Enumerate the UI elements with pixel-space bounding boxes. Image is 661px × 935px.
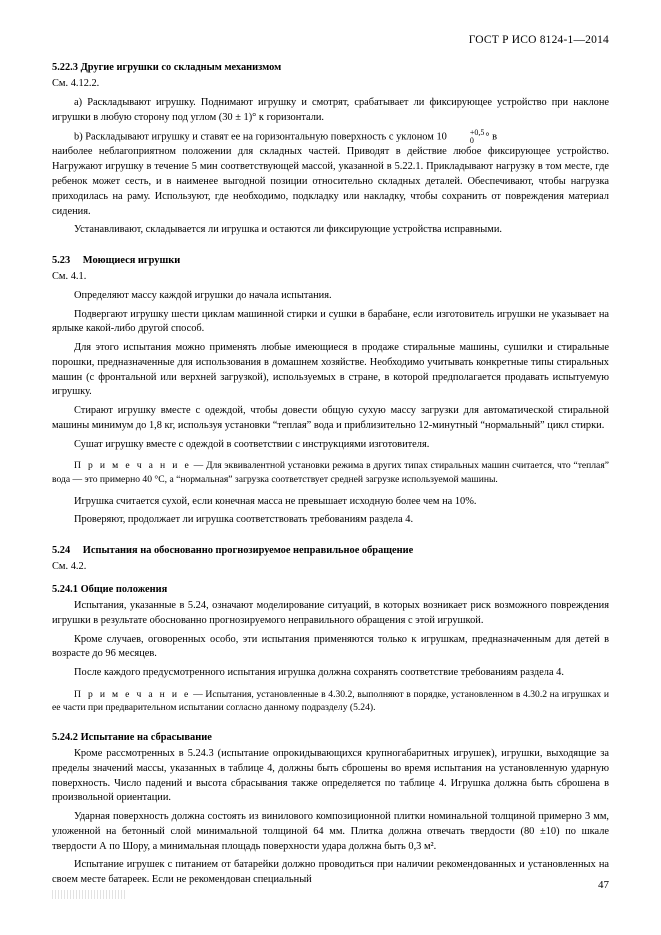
section-heading-5-23: [52, 255, 609, 266]
reference-5-22-3: См. 4.12.2.: [52, 78, 100, 89]
paragraph-5-24-2-2: Ударная поверхность должна состоять из винилового композиционной плитки номинальной толщиной примерно 3 мм, уложенной на бетонный слой минимальной толщиной 64 мм. Плитка должна отвечать твердости (80 ±10) по шкале твердости А по Шору, а минимальная площадь поверхности удара должна быть 0,3 м².: [52, 811, 609, 852]
section-title: Общие положения: [80, 584, 168, 595]
paragraph-5-22-3-a: а) Раскладывают игрушку. Поднимают игрушку и смотрят, срабатывает ли фиксирующее устройство при наклоне игрушки в любую сторону под углом (30 ± 1)° к горизонтали.: [52, 96, 609, 123]
section-title: Моющиеся игрушки: [82, 255, 181, 267]
note-label: П р и м е ч а н и е: [74, 460, 191, 472]
note-text: — Для эквивалентной установки режима в других типах стиральных машин считается, что “теплая” вода — это примерно 40 °C, а “нормальная” загрузка соответствует средней загрузке используемой машины.: [52, 460, 609, 486]
section-number: 5.24.1: [52, 584, 78, 595]
paragraph-5-23-5: Сушат игрушку вместе с одеждой в соответствии с инструкциями изготовителя.: [74, 438, 430, 450]
paragraph-5-23-6: Игрушка считается сухой, если конечная масса не превышает исходную более чем на 10%.: [74, 495, 477, 507]
section-title: Другие игрушки со складным механизмом: [80, 62, 282, 73]
paragraph-5-24-1-1: Испытания, указанные в 5.24, означают моделирование ситуаций, в которых возникает риск возможного повреждения игрушки в результате обоснованно прогнозируемого неправильного обращения с этой игрушкой.: [52, 600, 609, 626]
paragraph-5-22-3-b: [52, 129, 609, 145]
paragraph-5-23-3: Для этого испытания можно применять любые имеющиеся в продаже стиральные машины, сушилки и стиральные порошки, предназначенные для использования в домашнем хозяйстве. Необходимо учитывать конкретные типы стиральных машин (с фронтальной или верхней загрузкой), используемых в стране, в которой предполагается продавать испытуемую игрушку.: [52, 342, 609, 398]
paragraph-5-23-7: Проверяют, продолжает ли игрушка соответствовать требованиям раздела 4.: [74, 514, 414, 526]
barcode-mark: [52, 890, 126, 899]
page-header: ГОСТ Р ИСО 8124-1—2014: [468, 34, 609, 46]
section-heading-5-24-2: [52, 732, 609, 743]
section-title: Испытание на сбрасывание: [80, 732, 212, 744]
note-label: П р и м е ч а н и е: [74, 688, 191, 700]
page-number: 47: [598, 879, 609, 891]
slope-tolerance-lower: 0: [469, 136, 474, 146]
section-heading-5-22-3: [52, 62, 609, 73]
paragraph-5-22-3-final: Устанавливают, складывается ли игрушка и остаются ли фиксирующие устройства исправными.: [74, 224, 502, 236]
reference-5-24: См. 4.2.: [52, 561, 87, 573]
paragraph-5-23-2: Подвергают игрушку шести циклам машинной стирки и сушки в барабане, если изготовитель игрушки не указывает на ярлыке какой-либо другой способ.: [52, 308, 609, 335]
section-number: 5.24.2: [52, 732, 78, 744]
paragraph-5-24-1-3: После каждого предусмотренного испытания игрушка должна сохранять соответствие требованиям раздела 4.: [74, 667, 564, 679]
paragraph-5-22-3-b-pre: b) Раскладывают игрушку и ставят ее на горизонтальную поверхность с уклоном: [74, 131, 434, 143]
paragraph-5-22-3-b-post: в: [492, 131, 498, 143]
slope-unit: °: [485, 131, 490, 143]
slope-tolerance: [448, 129, 485, 145]
section-number: 5.24: [52, 545, 71, 557]
slope-tolerance-upper: +0,5: [469, 128, 485, 138]
note-5-24-1: [52, 688, 609, 715]
section-number: 5.22.3: [52, 62, 78, 73]
paragraph-5-24-2-1: Кроме рассмотренных в 5.24.3 (испытание опрокидывающихся крупногабаритных игрушек), игрушки, выходящие за пределы значений массы, указанных в таблице 4, должны быть сброшены во время испытания на установленную ударную поверхность. Число падений и высота сбрасывания также определяется по таблице 4. Игрушка должна быть сброшена в произвольной ориентации.: [52, 748, 609, 804]
paragraph-5-24-1-2: Кроме случаев, оговоренных особо, эти испытания применяются только к игрушкам, предназначенным для детей в возрасте до 96 месяцев.: [52, 633, 609, 660]
section-heading-5-24-1: [52, 584, 609, 595]
paragraph-5-22-3-b-continued: наиболее неблагоприятном положении для складных частей. Приводят в действие любое фиксирующее устройство. Нагружают игрушку в течение 5 мин соответствующей массой, указанной в 5.22.1. Прикладывают нагрузку в том месте, где ребенок может сесть, и в наименее выгодной позиции относительно складных деталей. Обеспечивают, чтобы нагрузка приходилась на раму. Используют, где необходимо, подкладку или накладку, чтобы сохранить от повреждения материал сидения.: [52, 146, 609, 217]
section-number: 5.23: [52, 255, 71, 267]
note-5-23: [52, 459, 609, 486]
paragraph-5-24-2-3: Испытание игрушек с питанием от батарейки должно проводиться при наличии рекомендованных и установленных на своем месте батареек. Если не рекомендован специальный: [52, 859, 609, 886]
section-title: Испытания на обоснованно прогнозируемое неправильное обращение: [82, 545, 414, 557]
paragraph-5-23-1: Определяют массу каждой игрушки до начала испытания.: [74, 289, 332, 301]
slope-value: 10: [436, 131, 447, 143]
section-heading-5-24: [52, 545, 609, 556]
paragraph-5-23-4: Стирают игрушку вместе с одеждой, чтобы довести общую сухую массу загрузки для автоматической стиральной машины минимум до 1,8 кг, используя установки “теплая” вода и приблизительно 12-минутный “нормальный” цикл стирки.: [52, 405, 609, 431]
note-text: — Испытания, установленные в 4.30.2, выполняют в порядке, установленном в 4.30.2 на игрушках и ее части при предварительном испытании согласно данному подразделу (5.24).: [52, 688, 609, 714]
reference-5-23: См. 4.1.: [52, 271, 87, 283]
